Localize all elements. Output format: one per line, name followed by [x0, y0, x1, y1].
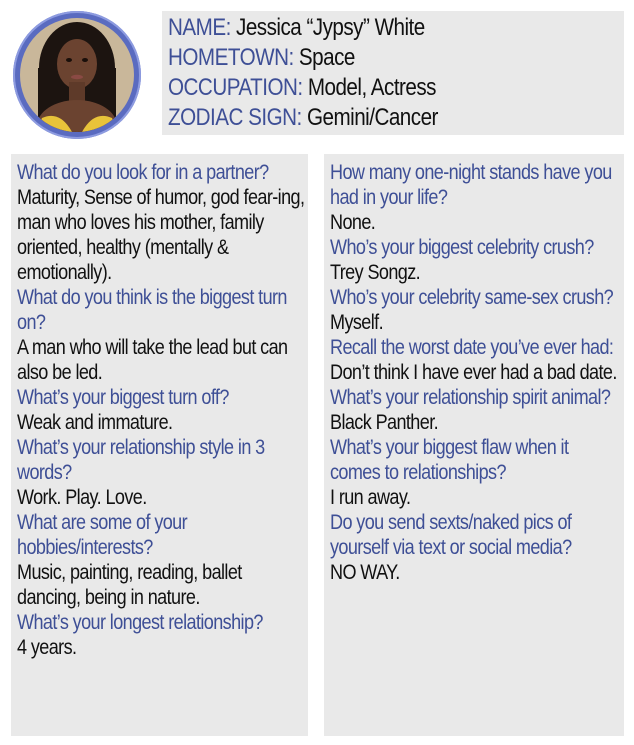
answer: None.: [330, 211, 376, 234]
question: What’s your biggest flaw when it comes to relationships?: [330, 436, 569, 484]
answer: A man who will take the lead but can also be led.: [17, 336, 288, 384]
zodiac-row: [168, 103, 560, 133]
answer: Black Panther.: [330, 411, 439, 434]
right-qa-column: [324, 154, 624, 736]
name-label: NAME:: [168, 14, 231, 41]
occupation-row: [168, 73, 560, 103]
profile-header: [162, 11, 624, 135]
answer: Trey Songz.: [330, 261, 421, 284]
question: What’s your longest relationship?: [17, 611, 263, 634]
answer: Myself.: [330, 311, 383, 334]
hometown-row: [168, 43, 560, 73]
name-value: Jessica “Jypsy” White: [236, 14, 425, 41]
question: Who’s your celebrity same-sex crush?: [330, 286, 614, 309]
answer: Music, painting, reading, ballet dancing, being in nature.: [17, 561, 242, 609]
occupation-label: OCCUPATION:: [168, 74, 303, 101]
avatar: [13, 11, 141, 139]
answer: Maturity, Sense of humor, god fear-ing, man who loves his mother, family oriented, healthy (mentally & emotionally).: [17, 186, 305, 284]
answer: Work. Play. Love.: [17, 486, 147, 509]
question: What’s your relationship style in 3 words?: [17, 436, 265, 484]
question: Do you send sexts/naked pics of yourself via text or social media?: [330, 511, 572, 559]
hometown-value: Space: [298, 44, 355, 71]
question: What do you think is the biggest turn on?: [17, 286, 287, 334]
answer: I run away.: [330, 486, 411, 509]
answer: 4 years.: [17, 636, 77, 659]
question: How many one-night stands have you had in your life?: [330, 161, 612, 209]
answer: Don’t think I have ever had a bad date.: [330, 361, 617, 384]
question: What do you look for in a partner?: [17, 161, 269, 184]
question: What’s your biggest turn off?: [17, 386, 229, 409]
zodiac-label: ZODIAC SIGN:: [168, 104, 302, 131]
question: Who’s your biggest celebrity crush?: [330, 236, 594, 259]
question: What are some of your hobbies/interests?: [17, 511, 188, 559]
answer: Weak and immature.: [17, 411, 173, 434]
name-row: [168, 13, 560, 43]
profile-photo: [20, 18, 134, 132]
question: What’s your relationship spirit animal?: [330, 386, 611, 409]
answer: NO WAY.: [330, 561, 400, 584]
zodiac-value: Gemini/Cancer: [306, 104, 438, 131]
question: Recall the worst date you’ve ever had:: [330, 336, 614, 359]
occupation-value: Model, Actress: [307, 74, 436, 101]
hometown-label: HOMETOWN:: [168, 44, 294, 71]
left-qa-column: [11, 154, 308, 736]
